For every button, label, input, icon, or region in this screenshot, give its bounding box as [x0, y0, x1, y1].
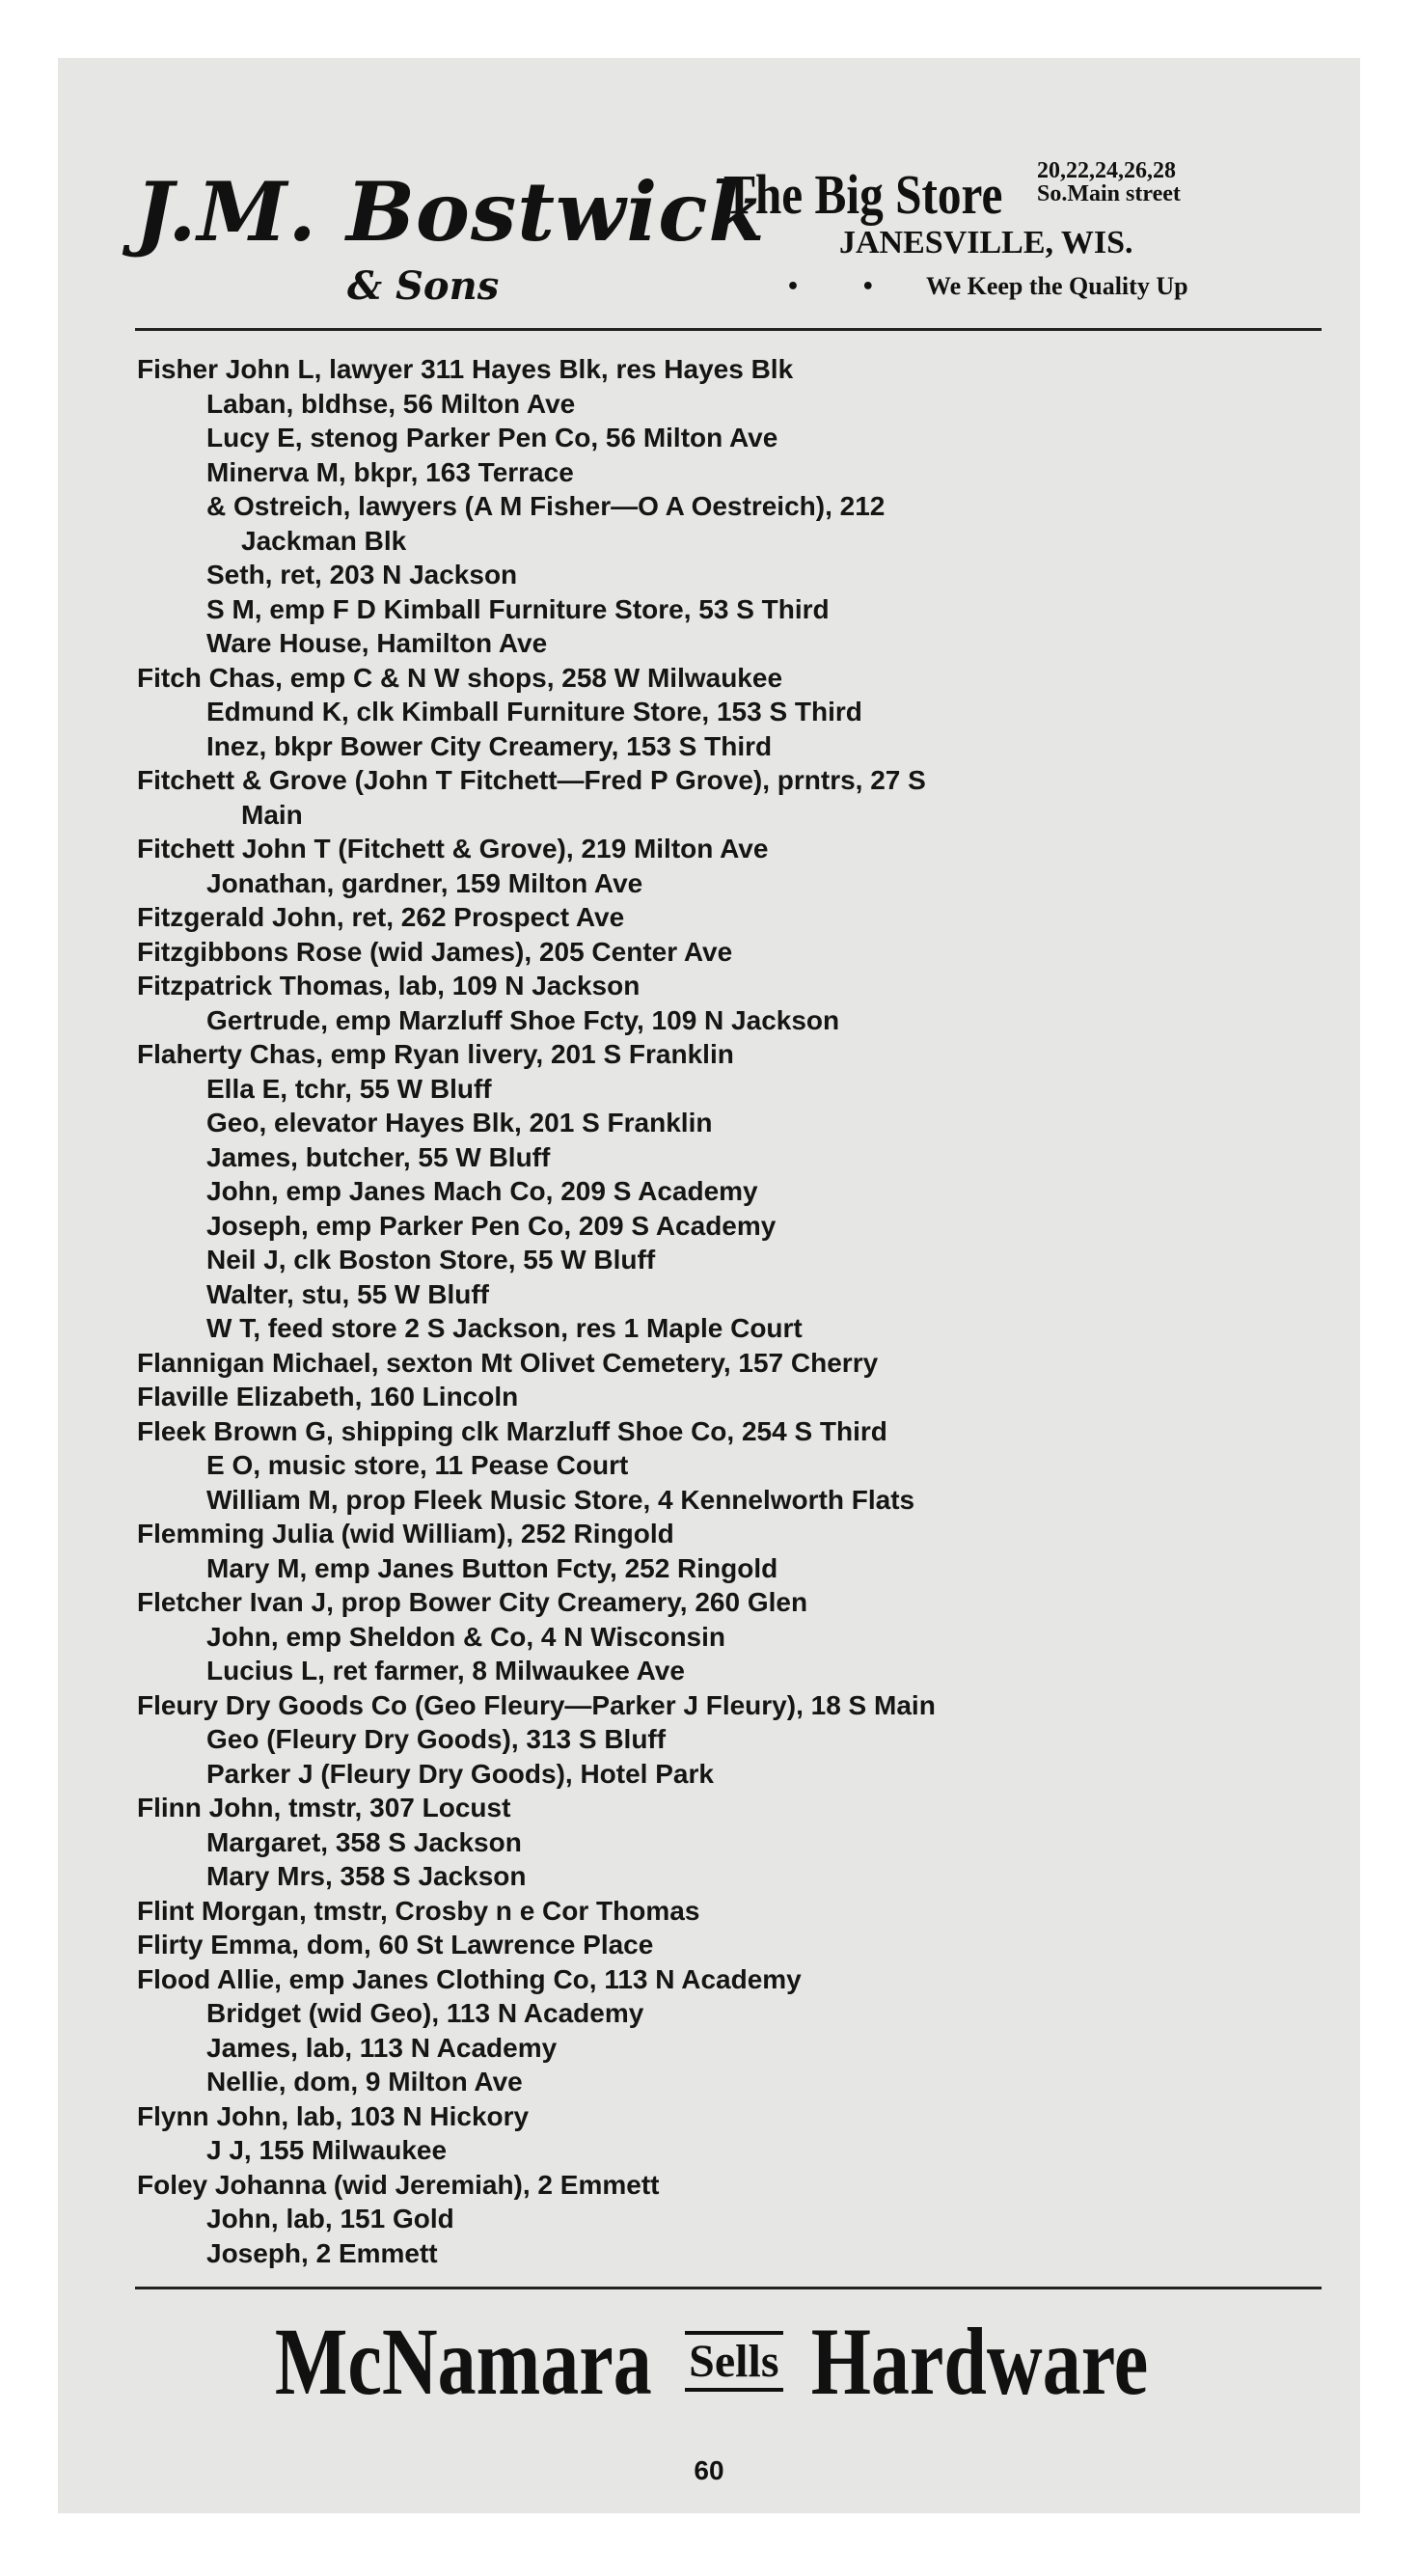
directory-entry: Geo, elevator Hayes Blk, 201 S Franklin [206, 1108, 713, 1137]
directory-entry: Fisher John L, lawyer 311 Hayes Blk, res Hayes Blk [137, 354, 794, 384]
directory-listing [137, 352, 1333, 2270]
directory-entry: James, butcher, 55 W Bluff [206, 1141, 551, 1172]
directory-entry: Main [241, 799, 303, 830]
bostwick-logo: J.M. Bostwick [135, 164, 766, 260]
directory-entry: James, lab, 113 N Academy [206, 2032, 558, 2063]
directory-entry: W T, feed store 2 S Jackson, res 1 Maple Court [206, 1313, 803, 1343]
directory-entry: Flint Morgan, tmstr, Crosby n e Cor Thomas [137, 1895, 700, 1926]
directory-entry: Flaherty Chas, emp Ryan livery, 201 S Franklin [137, 1039, 734, 1069]
ad-verb: Sells [685, 2331, 782, 2392]
address-street: So.Main street [1037, 181, 1181, 206]
directory-page [58, 58, 1360, 2513]
directory-entry: Seth, ret, 203 N Jackson [206, 560, 518, 589]
directory-entry: Ella E, tchr, 55 W Bluff [206, 1073, 492, 1104]
directory-entry: Nellie, dom, 9 Milton Ave [206, 2067, 523, 2096]
directory-entry: Margaret, 358 S Jackson [206, 1826, 522, 1857]
directory-entry: Lucius L, ret farmer, 8 Milwaukee Ave [206, 1656, 685, 1685]
directory-entry: Flood Allie, emp Janes Clothing Co, 113 N Academy [137, 1963, 802, 1994]
directory-entry: J J, 155 Milwaukee [206, 2135, 448, 2165]
directory-entry: Neil J, clk Boston Store, 55 W Bluff [206, 1245, 656, 1274]
directory-entry: E O, music store, 11 Pease Court [206, 1450, 629, 1480]
directory-entry: Flirty Emma, dom, 60 St Lawrence Place [137, 1930, 654, 1959]
directory-entry: & Ostreich, lawyers (A M Fisher—O A Oestreich), 212 [206, 491, 886, 521]
directory-entry: Fleek Brown G, shipping clk Marzluff Shoe Co, 254 S Third [137, 1415, 887, 1446]
directory-entry: Laban, bldhse, 56 Milton Ave [206, 388, 576, 419]
footer-divider [135, 2287, 1322, 2289]
store-name: The Big Store [723, 163, 1003, 226]
store-slogan: We Keep the Quality Up [926, 272, 1188, 300]
directory-entry: Flaville Elizabeth, 160 Lincoln [137, 1382, 519, 1411]
directory-entry: Fitzpatrick Thomas, lab, 109 N Jackson [137, 971, 641, 1000]
directory-entry: Jackman Blk [241, 525, 407, 556]
ad-product: Hardware [810, 2308, 1148, 2415]
directory-entry: Fletcher Ivan J, prop Bower City Creamery, 260 Glen [137, 1587, 808, 1617]
directory-entry: Flynn John, lab, 103 N Hickory [137, 2100, 530, 2131]
address-numbers: 20,22,24,26,28 [1037, 158, 1176, 183]
header-divider [135, 328, 1322, 331]
directory-entry: John, emp Janes Mach Co, 209 S Academy [206, 1176, 758, 1206]
directory-entry: Fitchett John T (Fitchett & Grove), 219 Milton Ave [137, 834, 769, 863]
store-address [1037, 159, 1259, 206]
directory-entry: Fitzgerald John, ret, 262 Prospect Ave [137, 902, 625, 932]
directory-entry: Parker J (Fleury Dry Goods), Hotel Park [206, 1758, 714, 1789]
footer-advertisement [58, 2306, 1360, 2415]
directory-entry: Fitzgibbons Rose (wid James), 205 Center Ave [137, 936, 733, 967]
directory-entry: Edmund K, clk Kimball Furniture Store, 153 S Third [206, 697, 862, 726]
header-advertisement [58, 58, 1360, 338]
directory-entry: Fitchett & Grove (John T Fitchett—Fred P Grove), prntrs, 27 S [137, 765, 926, 795]
directory-entry: Flinn John, tmstr, 307 Locust [137, 1793, 511, 1822]
directory-entry: John, emp Sheldon & Co, 4 N Wisconsin [206, 1621, 726, 1652]
directory-entry: Ware House, Hamilton Ave [206, 628, 548, 658]
directory-entry: Fitch Chas, emp C & N W shops, 258 W Milwaukee [137, 662, 783, 693]
directory-entry: Joseph, 2 Emmett [206, 2237, 438, 2268]
directory-entry: Mary M, emp Janes Button Fcty, 252 Ringold [206, 1552, 778, 1583]
store-city: JANESVILLE, WIS. [839, 225, 1133, 260]
directory-entry: S M, emp F D Kimball Furniture Store, 53 S Third [206, 593, 830, 624]
directory-entry: Lucy E, stenog Parker Pen Co, 56 Milton Ave [206, 423, 778, 452]
directory-entry: William M, prop Fleek Music Store, 4 Kennelworth Flats [206, 1484, 915, 1515]
directory-entry: Joseph, emp Parker Pen Co, 209 S Academy [206, 1210, 777, 1241]
directory-entry: Geo (Fleury Dry Goods), 313 S Bluff [206, 1724, 667, 1754]
directory-entry: Flannigan Michael, sexton Mt Olivet Cemetery, 157 Cherry [137, 1347, 879, 1378]
directory-entry: Jonathan, gardner, 159 Milton Ave [206, 867, 643, 898]
directory-entry: Minerva M, bkpr, 163 Terrace [206, 456, 574, 487]
page-number: 60 [694, 2455, 724, 2485]
directory-entry: Inez, bkpr Bower City Creamery, 153 S Third [206, 730, 773, 761]
ornament-bullets: • • [786, 275, 902, 299]
directory-entry: Fleury Dry Goods Co (Geo Fleury—Parker J Fleury), 18 S Main [137, 1689, 936, 1720]
ad-company-name: McNamara [275, 2308, 653, 2415]
directory-entry: Mary Mrs, 358 S Jackson [206, 1861, 527, 1891]
directory-entry: Flemming Julia (wid William), 252 Ringold [137, 1519, 674, 1548]
directory-entry: Foley Johanna (wid Jeremiah), 2 Emmett [137, 2169, 660, 2200]
bostwick-logo-sub: & Sons [347, 263, 500, 309]
directory-entry: John, lab, 151 Gold [206, 2204, 454, 2233]
directory-entry: Walter, stu, 55 W Bluff [206, 1278, 489, 1309]
directory-entry: Bridget (wid Geo), 113 N Academy [206, 1998, 644, 2028]
directory-entry: Gertrude, emp Marzluff Shoe Fcty, 109 N Jackson [206, 1004, 840, 1035]
